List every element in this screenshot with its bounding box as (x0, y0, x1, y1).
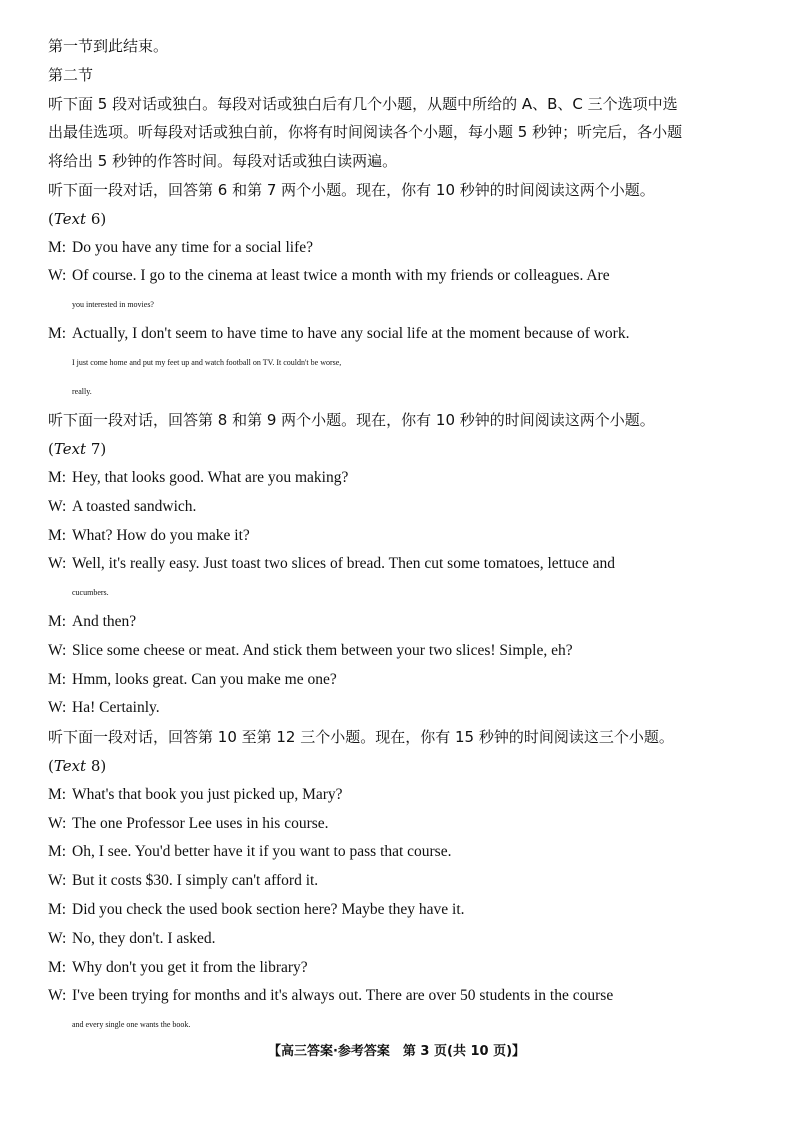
dialogue-line: you interested in movies? (72, 300, 154, 310)
dialogue-line: The one Professor Lee uses in his course. (72, 814, 329, 832)
question-prompt: 听下面一段对话，回答第 6 和第 7 两个小题。现在，你有 10 秒钟的时间阅读这两个小题。 (48, 180, 655, 199)
texts-container (48, 176, 748, 1040)
dialogue-line: No, they don't. I asked. (72, 929, 216, 947)
speaker-label: W: (48, 987, 67, 1005)
speaker-label: M: (48, 785, 67, 803)
instruction-line: 将给出 5 秒钟的作答时间。每段对话或独白读两遍。 (48, 152, 398, 171)
dialogue-section (48, 406, 748, 723)
text-label-open: ( (48, 209, 54, 228)
text-label-word: Text (53, 209, 87, 228)
dialogue-line: I've been trying for months and it's always out. There are over 50 students in the course (72, 987, 614, 1005)
speaker-label: M: (48, 526, 67, 544)
dialogue-line: But it costs $30. I simply can't afford it. (72, 872, 319, 890)
document-body (48, 32, 748, 1040)
dialogue-line: Well, it's really easy. Just toast two slices of bread. Then cut some tomatoes, lettuce and (72, 555, 616, 573)
dialogue-turn (48, 493, 748, 522)
dialogue-turn (48, 550, 748, 608)
dialogue-turn (48, 320, 748, 406)
text-label-number: 6) (86, 209, 107, 228)
speaker-label: M: (48, 238, 67, 256)
dialogue-section (48, 176, 748, 406)
speaker-label: M: (48, 900, 67, 918)
dialogue-line: I just come home and put my feet up and watch football on TV. It couldn't be worse, (72, 357, 342, 367)
dialogue-line: Actually, I don't seem to have time to have any social life at the moment because of work. (72, 324, 630, 342)
text-label (48, 435, 748, 464)
speaker-label: W: (48, 699, 67, 717)
speaker-label: M: (48, 958, 67, 976)
dialogue-line: Oh, I see. You'd better have it if you want to pass that course. (72, 843, 452, 861)
dialogue-line: What's that book you just picked up, Mary? (72, 785, 343, 803)
instructions (48, 90, 748, 176)
dialogue-line: and every single one wants the book. (72, 1020, 191, 1030)
speaker-label: M: (48, 670, 67, 688)
dialogue-turn (48, 234, 748, 263)
dialogue-line: really. (72, 386, 92, 396)
dialogue-turn (48, 838, 748, 867)
dialogue-line: Hey, that looks good. What are you making? (72, 468, 349, 486)
text-label-open: ( (48, 440, 54, 459)
dialogue-line: Slice some cheese or meat. And stick them between your two slices! Simple, eh? (72, 641, 573, 659)
instruction-line: 出最佳选项。听每段对话或独白前，你将有时间阅读各个小题，每小题 5 秒钟；听完后，各小题 (48, 123, 683, 142)
dialogue-line: Why don't you get it from the library? (72, 958, 308, 976)
dialogue-line: A toasted sandwich. (72, 497, 197, 515)
dialogue-turn (48, 666, 748, 695)
dialogue-turn (48, 464, 748, 493)
text-label (48, 752, 748, 781)
page-footer: 【高三答案·参考答案 第 3 页(共 10 页)】 (267, 1044, 526, 1059)
speaker-label: M: (48, 612, 67, 630)
dialogue-turn (48, 982, 748, 1040)
dialogue-turn (48, 954, 748, 983)
dialogue-turn (48, 262, 748, 320)
text-label-number: 7) (86, 440, 107, 459)
text-label-word: Text (53, 756, 87, 775)
speaker-label: W: (48, 929, 67, 947)
dialogue-turn (48, 896, 748, 925)
speaker-label: W: (48, 641, 67, 659)
section-end: 第一节到此结束。 (48, 37, 169, 55)
dialogue-turn (48, 522, 748, 551)
dialogue-turn (48, 637, 748, 666)
speaker-label: W: (48, 814, 67, 832)
dialogue-turn (48, 810, 748, 839)
section-title: 第二节 (48, 65, 94, 84)
question-prompt: 听下面一段对话，回答第 10 至第 12 三个小题。现在，你有 15 秒钟的时间阅读这三个小题。 (48, 728, 674, 747)
dialogue-line: Did you check the used book section here? Maybe they have it. (72, 900, 465, 918)
text-label (48, 205, 748, 234)
instruction-line: 听下面 5 段对话或独白。每段对话或独白后有几个小题，从题中所给的 A、B、C 三个选项中选 (48, 94, 678, 113)
dialogue-line: Of course. I go to the cinema at least twice a month with my friends or colleagues. Are (72, 267, 610, 285)
question-prompt: 听下面一段对话，回答第 8 和第 9 两个小题。现在，你有 10 秒钟的时间阅读这两个小题。 (48, 411, 655, 430)
dialogue-line: cucumbers. (72, 588, 109, 598)
dialogue-turn (48, 781, 748, 810)
speaker-label: M: (48, 843, 67, 861)
speaker-label: M: (48, 468, 67, 486)
text-label-open: ( (48, 756, 54, 775)
dialogue-line: What? How do you make it? (72, 526, 250, 544)
dialogue-line: And then? (72, 612, 137, 630)
speaker-label: W: (48, 555, 67, 573)
text-label-number: 8) (86, 756, 107, 775)
speaker-label: W: (48, 497, 67, 515)
speaker-label: M: (48, 324, 67, 342)
text-label-word: Text (53, 440, 87, 459)
dialogue-turn (48, 608, 748, 637)
dialogue-line: Hmm, looks great. Can you make me one? (72, 670, 337, 688)
dialogue-line: Do you have any time for a social life? (72, 238, 314, 256)
dialogue-section (48, 723, 748, 1040)
dialogue-turn (48, 925, 748, 954)
dialogue-line: Ha! Certainly. (72, 699, 160, 717)
dialogue-turn (48, 694, 748, 723)
dialogue-turn (48, 867, 748, 896)
speaker-label: W: (48, 872, 67, 890)
speaker-label: W: (48, 267, 67, 285)
